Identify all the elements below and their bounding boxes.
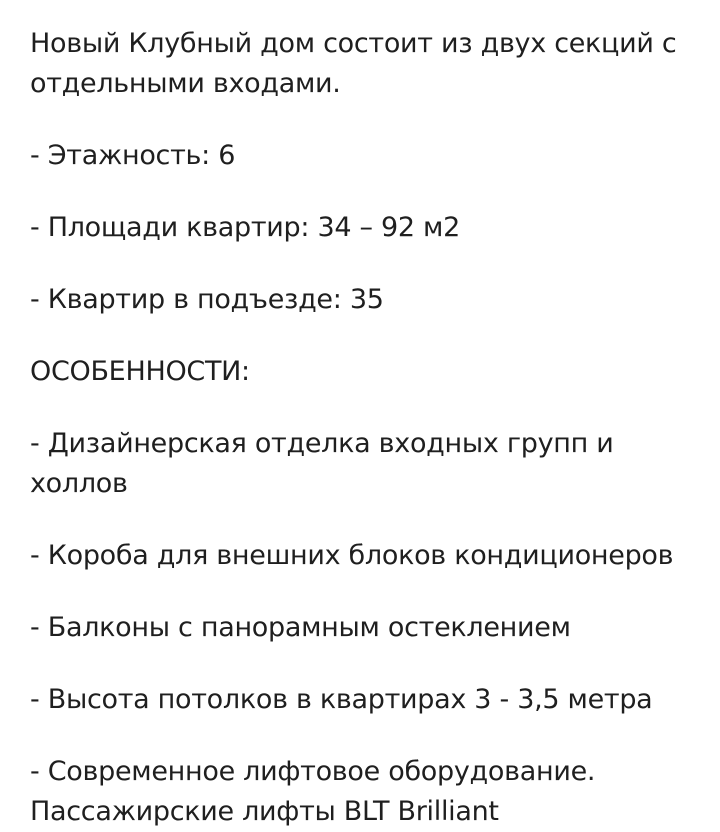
features-heading: ОСОБЕННОСТИ:	[30, 356, 250, 387]
feature-ac-boxes: - Короба для внешних блоков кондиционеров	[30, 540, 674, 571]
intro-paragraph: Новый Клубный дом состоит из двух секций с отдельными входами.	[30, 28, 677, 99]
spec-apartment-area: - Площади квартир: 34 – 92 м2	[30, 212, 460, 243]
spec-floors: - Этажность: 6	[30, 140, 236, 171]
feature-design-finish: - Дизайнерская отделка входных групп и холлов	[30, 428, 614, 499]
feature-ceiling-height: - Высота потолков в квартирах 3 - 3,5 метра	[30, 684, 653, 715]
post-text	[30, 24, 700, 832]
feature-panoramic-balconies: - Балконы с панорамным остеклением	[30, 612, 571, 643]
feature-elevators: - Современное лифтовое оборудование. Пассажирские лифты BLT Brilliant	[30, 756, 596, 827]
spec-apartments-per-entrance: - Квартир в подъезде: 35	[30, 284, 384, 315]
